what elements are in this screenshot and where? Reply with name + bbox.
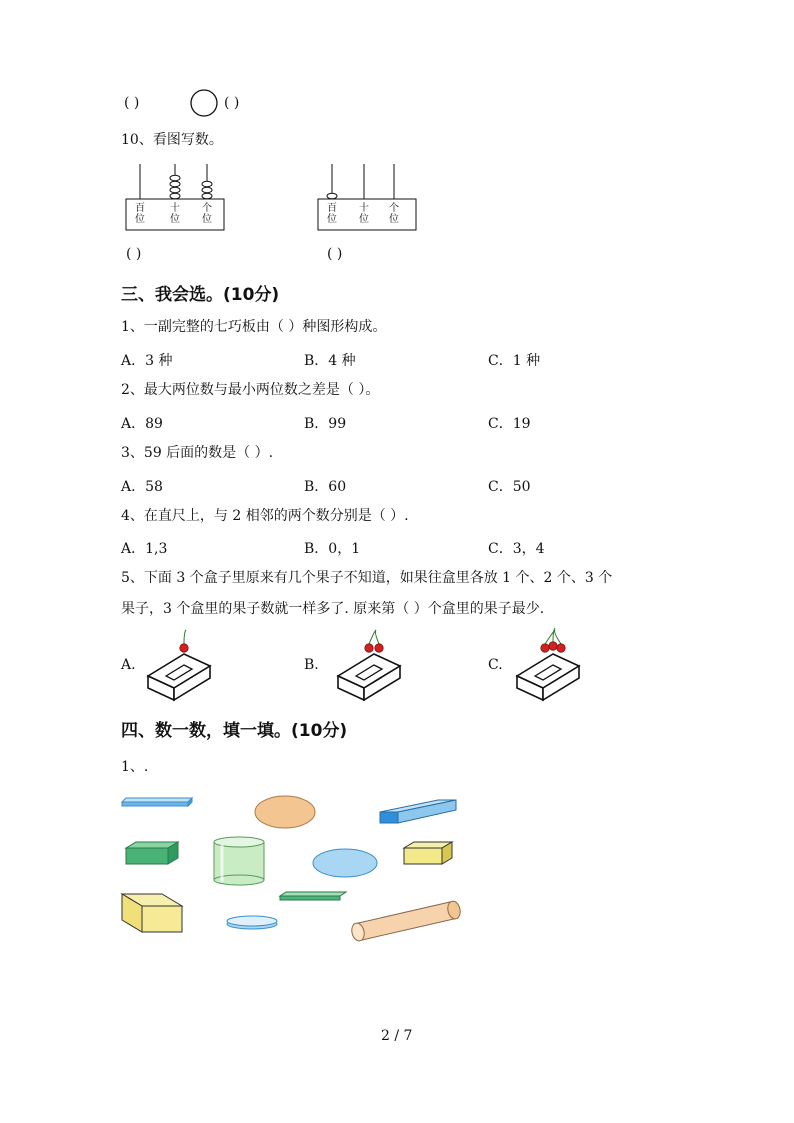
cherry: [541, 644, 549, 652]
q10-title: 10、看图写数。: [121, 132, 223, 148]
s3-q3-option-b: B．60: [304, 479, 347, 495]
s3-q1-option-b: B．4 种: [304, 353, 356, 369]
cherry-stem: [555, 630, 561, 644]
q10-answer-2: ( ): [327, 246, 343, 262]
yellow-cuboid-small: [404, 842, 452, 864]
blue-disc: [227, 916, 277, 929]
s4-question-1: 1、.: [121, 759, 149, 775]
cherry-stem: [184, 630, 186, 644]
s3-question-1: 1、一副完整的七巧板由（ ）种图形构成。: [121, 319, 387, 335]
long-blue-bar: [380, 800, 456, 823]
tan-ellipsoid: [255, 796, 315, 828]
abacus-1-label-hundreds: 百 位: [135, 203, 145, 225]
s3-q2-option-b: B．99: [304, 416, 347, 432]
abacus-bead: [327, 193, 337, 199]
s3-q5-option-b: B.: [304, 657, 319, 673]
blue-ellipsoid: [313, 849, 377, 877]
thin-green-plate: [280, 892, 346, 900]
abacus-2-label-ones: 个 位: [389, 203, 399, 225]
section-4-heading: 四、数一数，填一填。(10分): [121, 721, 348, 741]
abacus-bead: [202, 181, 212, 187]
s3-question-3: 3、59 后面的数是（ ）.: [121, 445, 274, 461]
thin-blue-plate: [122, 798, 192, 806]
green-cuboid: [126, 842, 178, 864]
s3-q2-option-c: C．19: [488, 416, 531, 432]
cherry: [549, 642, 557, 650]
s3-q3-option-a: A．58: [121, 479, 163, 495]
q9-right-paren: ( ): [224, 95, 240, 111]
abacus-2: [318, 162, 416, 232]
s3-question-4: 4、在直尺上，与 2 相邻的两个数分别是（ ）.: [121, 508, 409, 524]
tan-long-cylinder: [350, 900, 462, 942]
s3-q4-option-c: C．3，4: [488, 541, 545, 557]
s3-q4-option-a: A．1,3: [121, 541, 168, 557]
cherry: [365, 644, 373, 652]
abacus-2-label-tens: 十 位: [359, 203, 369, 225]
abacus-1-label-ones: 个 位: [202, 203, 212, 225]
abacus-bead: [202, 187, 212, 193]
s3-question-5-line-1: 5、下面 3 个盒子里原来有几个果子不知道，如果往盒里各放 1 个、2 个、3 个: [121, 570, 613, 586]
page-number: 2 / 7: [381, 1028, 413, 1044]
s3-q1-option-c: C．1 种: [488, 353, 541, 369]
q10-answer-1: ( ): [126, 246, 142, 262]
cherry: [180, 644, 188, 652]
fruit-box-c: [513, 630, 583, 702]
abacus-2-label-hundreds: 百 位: [327, 203, 337, 225]
abacus-bead: [170, 175, 180, 181]
cherry-stem: [375, 630, 379, 644]
abacus-1: [126, 162, 224, 232]
abacus-bead: [202, 193, 212, 199]
fruit-box-a: [144, 630, 214, 702]
s3-q5-option-c: C.: [488, 657, 503, 673]
q9-left-paren: ( ): [124, 95, 140, 111]
cherry: [375, 644, 383, 652]
abacus-bead: [170, 187, 180, 193]
fruit-box-b: [334, 630, 404, 702]
abacus-bead: [170, 181, 180, 187]
s3-q4-option-b: B．0，1: [304, 541, 361, 557]
cherry-stem: [369, 630, 376, 644]
abacus-1-label-tens: 十 位: [170, 203, 180, 225]
s3-question-2: 2、最大两位数与最小两位数之差是（ ）。: [121, 382, 380, 398]
section-3-heading: 三、我会选。(10分): [121, 285, 280, 305]
q9-compare-circle: [189, 88, 219, 118]
abacus-bead: [170, 193, 180, 199]
s3-q2-option-a: A．89: [121, 416, 163, 432]
s3-q3-option-c: C．50: [488, 479, 531, 495]
s3-q5-option-a: A.: [121, 657, 136, 673]
s3-q1-option-a: A．3 种: [121, 353, 173, 369]
solid-shapes-illustration: [118, 790, 468, 940]
cherry: [557, 644, 565, 652]
s3-question-5-line-2: 果子，3 个盒里的果子数就一样多了. 原来第（ ）个盒里的果子最少.: [121, 601, 545, 617]
green-cylinder: [214, 837, 264, 885]
yellow-cube: [122, 894, 182, 932]
